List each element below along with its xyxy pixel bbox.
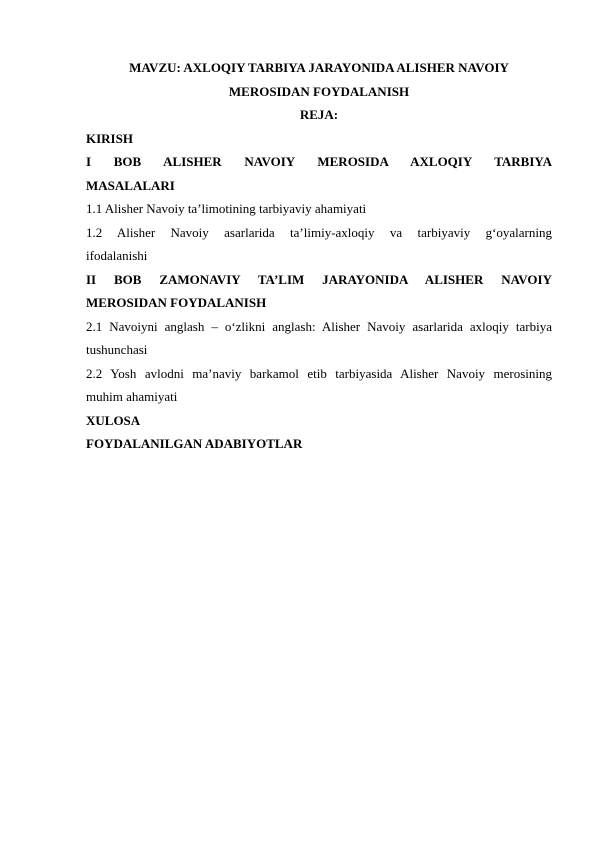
plan-item-intro: KIRISH bbox=[86, 130, 133, 146]
document-title-line-1: MAVZU: AXLOQIY TARBIYA JARAYONIDA ALISHER NAVOIY bbox=[129, 60, 509, 75]
document-page bbox=[86, 56, 552, 456]
plan-item-chapter-1-line-1: I BOB ALISHER NAVOIY MEROSIDA AXLOQIY TARBIYA bbox=[86, 154, 552, 169]
plan-item-chapter-2-line-2: MEROSIDAN FOYDALANISH bbox=[86, 295, 267, 310]
plan-item-section-2-1-line-2: tushunchasi bbox=[86, 342, 148, 357]
plan-item-section-2-2-line-2: muhim ahamiyati bbox=[86, 389, 178, 404]
plan-item-chapter-1-line-2: MASALALARI bbox=[86, 177, 175, 193]
plan-item-section-1-2-line-1: 1.2 Alisher Navoiy asarlarida ta’limiy-axloqiy va tarbiyaviy g‘oyalarning bbox=[86, 224, 552, 240]
plan-heading: REJA: bbox=[299, 107, 339, 122]
plan-item-section-2-2-line-1: 2.2 Yosh avlodni ma’naviy barkamol etib tarbiyasida Alisher Navoiy merosining bbox=[86, 365, 552, 381]
plan-item-section-1-1: 1.1 Alisher Navoiy ta’limotining tarbiyaviy ahamiyati bbox=[86, 201, 367, 216]
plan-item-references: FOYDALANILGAN ADABIYOTLAR bbox=[86, 436, 303, 451]
plan-item-chapter-2-line-1: II BOB ZAMONAVIY TA’LIM JARAYONIDA ALISHER NAVOIY bbox=[86, 271, 552, 287]
plan-item-section-2-1-line-1: 2.1 Navoiyni anglash – o‘zlikni anglash: Alisher Navoiy asarlarida axloqiy tarbiya bbox=[86, 318, 552, 334]
plan-item-section-1-2-line-2: ifodalanishi bbox=[86, 248, 148, 263]
plan-item-conclusion: XULOSA bbox=[86, 412, 141, 428]
document-title-line-2: MEROSIDAN FOYDALANISH bbox=[228, 83, 410, 99]
